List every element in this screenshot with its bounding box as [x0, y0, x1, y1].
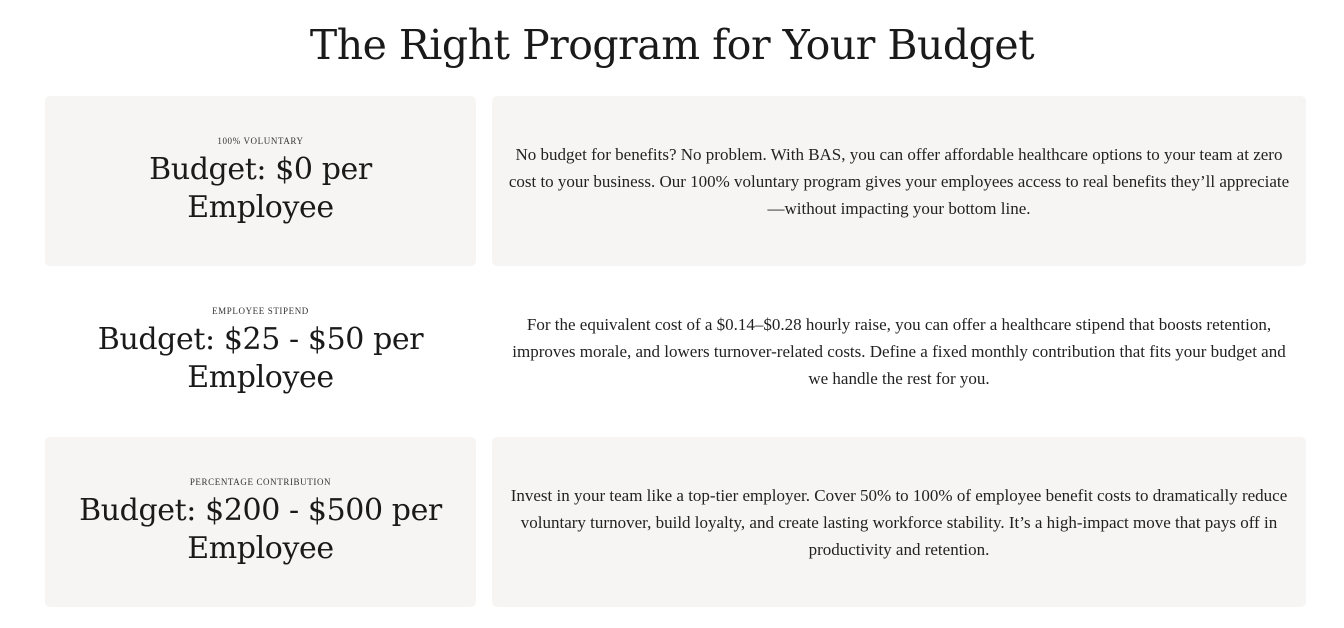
program-eyebrow: EMPLOYEE STIPEND — [212, 306, 309, 316]
program-row-voluntary — [45, 96, 1306, 266]
budget-card — [45, 96, 476, 266]
program-description: No budget for benefits? No problem. With BAS, you can offer affordable healthcare options to your team at zero cost to your business. Our 100% voluntary program gives your employees access to real benefits they’ll appreciate—without impacting your bottom line. — [508, 144, 1290, 218]
program-row-percentage — [45, 437, 1306, 607]
page-title: The Right Program for Your Budget — [309, 21, 1035, 69]
budget-card — [45, 437, 476, 607]
description-card — [492, 96, 1306, 266]
budget-card — [45, 266, 476, 436]
program-eyebrow: 100% VOLUNTARY — [217, 136, 304, 146]
budget-heading: Budget: $200 - $500 per Employee — [79, 493, 442, 566]
budget-heading: Budget: $25 - $50 per Employee — [97, 322, 424, 395]
description-card — [492, 266, 1306, 436]
program-eyebrow: PERCENTAGE CONTRIBUTION — [189, 477, 332, 487]
program-description: For the equivalent cost of a $0.14–$0.28 hourly raise, you can offer a healthcare stipend that boosts retention, improves morale, and lowers turnover-related costs. Define a fixed monthly contribution that fits your budget and we handle the rest for you. — [512, 314, 1286, 388]
program-row-stipend — [45, 266, 1306, 436]
budget-heading: Budget: $0 per Employee — [149, 152, 372, 225]
description-card — [492, 437, 1306, 607]
program-description: Invest in your team like a top-tier employer. Cover 50% to 100% of employee benefit costs to dramatically reduce voluntary turnover, build loyalty, and create lasting workforce stability. It’s a high-impact move that pays off in productivity and retention. — [510, 485, 1288, 559]
